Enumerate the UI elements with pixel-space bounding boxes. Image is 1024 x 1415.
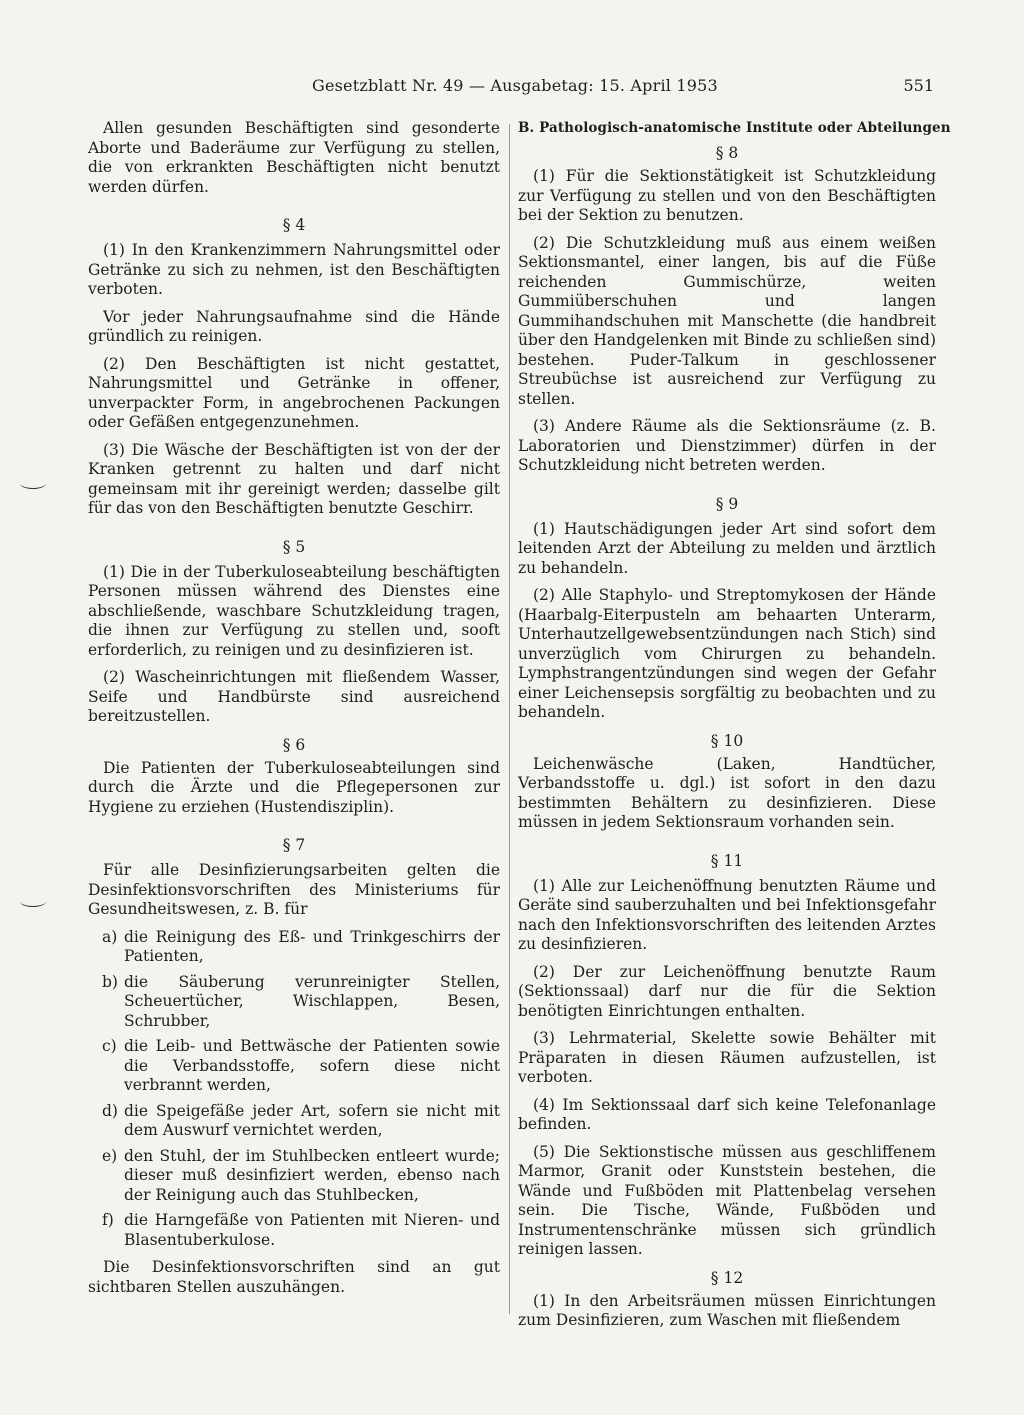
paragraph: (2) Alle Staphylo- und Streptomykosen der Hände (Haarbalg-Eiterpusteln am behaarten Unterarm, Unterhautzellgewebsentzündungen nach Stich) sind unverzüglich vom Chirurgen zu behandeln. Lymphstrangentzündungen sind wegen der Gefahr einer Leichensepsis sorgfältig zu beobachten und zu behandeln. xyxy=(518,586,936,721)
list-item-text: die Leib- und Bettwäsche der Patienten sowie die Verbandsstoffe, sofern diese nicht verbrannt werden, xyxy=(124,1037,500,1094)
list-item-text: die Speigefäße jeder Art, sofern sie nicht mit dem Auswurf vernichtet werden, xyxy=(124,1101,500,1139)
section-heading-11: § 11 xyxy=(710,851,744,870)
paragraph: Leichenwäsche (Laken, Handtücher, Verbandsstoffe u. dgl.) ist sofort in den dazu bestimmten Behältern zu desinfizieren. Diese müssen in jedem Sektionsraum vorhanden sein. xyxy=(518,754,936,831)
section-heading-7: § 7 xyxy=(282,836,306,854)
list-item xyxy=(88,1211,500,1250)
list-item-label: f) xyxy=(102,1211,114,1229)
list-item xyxy=(88,1037,500,1096)
paragraph: (3) Die Wäsche der Beschäftigten ist von der der Kranken getrennt zu halten und darf nicht gemeinsam mit ihr gereinigt werden; dasselbe gilt für das von den Beschäftigten benutzte Geschirr. xyxy=(88,440,500,517)
page-header xyxy=(0,76,1024,100)
paragraph: Vor jeder Nahrungsaufnahme sind die Hände gründlich zu reinigen. xyxy=(88,307,500,345)
paragraph: Die Desinfektionsvorschriften sind an gut sichtbaren Stellen auszuhängen. xyxy=(88,1258,500,1296)
list-item-label: b) xyxy=(102,972,118,991)
list-item-text: die Harngefäße von Patienten mit Nieren- und Blasentuberkulose. xyxy=(124,1211,500,1249)
margin-mark xyxy=(20,478,46,489)
paragraph: (2) Den Beschäftigten ist nicht gestattet, Nahrungsmittel und Getränke in offener, unverpackter Form, in angebrochenen Packungen oder Gefäßen entgegenzunehmen. xyxy=(88,354,500,431)
list-item-label: e) xyxy=(102,1146,118,1165)
section-heading-9: § 9 xyxy=(715,494,739,513)
disinfection-list xyxy=(88,928,500,1251)
column-divider xyxy=(509,124,510,1314)
paragraph: (1) Hautschädigungen jeder Art sind sofort dem leitenden Arzt der Abteilung zu melden und ärztlich zu behandeln. xyxy=(518,519,936,577)
section-heading-5: § 5 xyxy=(282,537,306,556)
paragraph: (1) Alle zur Leichenöffnung benutzten Räume und Geräte sind sauberzuhalten und bei Infektionsgefahr nach den Infektionsvorschriften des leitenden Arztes zu desinfizieren. xyxy=(518,876,936,953)
paragraph: (3) Lehrmaterial, Skelette sowie Behälter mit Präparaten in diesen Räumen aufzustellen, ist verboten. xyxy=(518,1029,936,1086)
right-column xyxy=(518,119,951,1339)
list-item xyxy=(88,973,500,1032)
paragraph: (2) Der zur Leichenöffnung benutzte Raum (Sektionssaal) darf nur die für die Sektion benötigten Einrichtungen enthalten. xyxy=(518,962,936,1020)
list-item-text: den Stuhl, der im Stuhlbecken entleert wurde; dieser muß desinfiziert werden, ebenso nach der Reinigung auch das Stuhlbecken, xyxy=(124,1146,500,1204)
list-item-label: a) xyxy=(102,927,118,946)
section-heading-10: § 10 xyxy=(710,731,744,750)
list-item-text: die Säuberung verunreinigter Stellen, Scheuertücher, Wischlappen, Besen, Schrubber, xyxy=(124,972,500,1030)
gazette-title: Gesetzblatt Nr. 49 — Ausgabetag: 15. April 1953 xyxy=(312,76,718,95)
paragraph: (3) Andere Räume als die Sektionsräume (z. B. Laboratorien und Dienstzimmer) dürfen in der Schutzkleidung nicht betreten werden. xyxy=(518,417,936,474)
paragraph: Die Patienten der Tuberkuloseabteilungen sind durch die Ärzte und die Pflegepersonen zur Hygiene zu erziehen (Hustendisziplin). xyxy=(88,758,500,816)
paragraph: (4) Im Sektionssaal darf sich keine Telefonanlage befinden. xyxy=(518,1095,936,1133)
page-number: 551 xyxy=(903,76,934,95)
paragraph: (1) Die in der Tuberkuloseabteilung beschäftigten Personen müssen während des Dienstes eine abschließende, waschbare Schutzkleidung tragen, die ihnen zur Verfügung zu stellen und, sooft erforderlich, zu reinigen und zu desinfizieren ist. xyxy=(88,562,500,659)
paragraph: (2) Wascheinrichtungen mit fließendem Wasser, Seife und Handbürste sind ausreichend bereitzustellen. xyxy=(88,668,500,725)
paragraph: (5) Die Sektionstische müssen aus geschliffenem Marmor, Granit oder Kunststein bestehen, die Wände und Fußböden mit Plattenbelag versehen sein. Die Tische, Wände, Fußböden und Instrumentenschränke müssen sich gründlich reinigen lassen. xyxy=(518,1142,936,1258)
left-column xyxy=(88,119,500,1305)
section-heading-8: § 8 xyxy=(715,144,739,162)
paragraph: (2) Die Schutzkleidung muß aus einem weißen Sektionsmantel, einer langen, bis auf die Füße reichenden Gummischürze, weiten Gummiüberschuhen und langen Gummihandschuhen mit Manschette (die handbreit über den Handgelenken mit Binde zu schließen sind) bestehen. Puder-Talkum in geschlossener Streubüchse ist ausreichend zur Verfügung zu stellen. xyxy=(518,233,937,408)
list-item-label: c) xyxy=(102,1037,117,1055)
part-heading: B. Pathologisch-anatomische Institute oder Abteilungen xyxy=(518,120,951,136)
section-heading-12: § 12 xyxy=(710,1268,744,1287)
intro-paragraph: Allen gesunden Beschäftigten sind gesonderte Aborte und Baderäume zur Verfügung zu stellen, die von erkrankten Beschäftigten nicht benutzt werden dürfen. xyxy=(88,119,500,196)
section-heading-6: § 6 xyxy=(282,735,306,754)
paragraph: Für alle Desinfizierungsarbeiten gelten die Desinfektionsvorschriften des Ministeriums für Gesundheitswesen, z. B. für xyxy=(88,861,500,918)
paragraph: (1) Für die Sektionstätigkeit ist Schutzkleidung zur Verfügung zu stellen und von den Beschäftigten bei der Sektion zu benutzen. xyxy=(518,167,936,224)
list-item xyxy=(88,1102,500,1141)
section-heading-4: § 4 xyxy=(282,216,306,234)
list-item-label: d) xyxy=(102,1101,118,1120)
paragraph: (1) In den Krankenzimmern Nahrungsmittel oder Getränke zu sich zu nehmen, ist den Beschäftigten verboten. xyxy=(88,241,500,298)
paragraph: (1) In den Arbeitsräumen müssen Einrichtungen zum Desinfizieren, zum Waschen mit fließendem xyxy=(518,1291,936,1329)
list-item-text: die Reinigung des Eß- und Trinkgeschirrs der Patienten, xyxy=(124,927,500,965)
margin-mark xyxy=(20,896,46,907)
list-item xyxy=(88,1147,500,1206)
list-item xyxy=(88,928,500,967)
